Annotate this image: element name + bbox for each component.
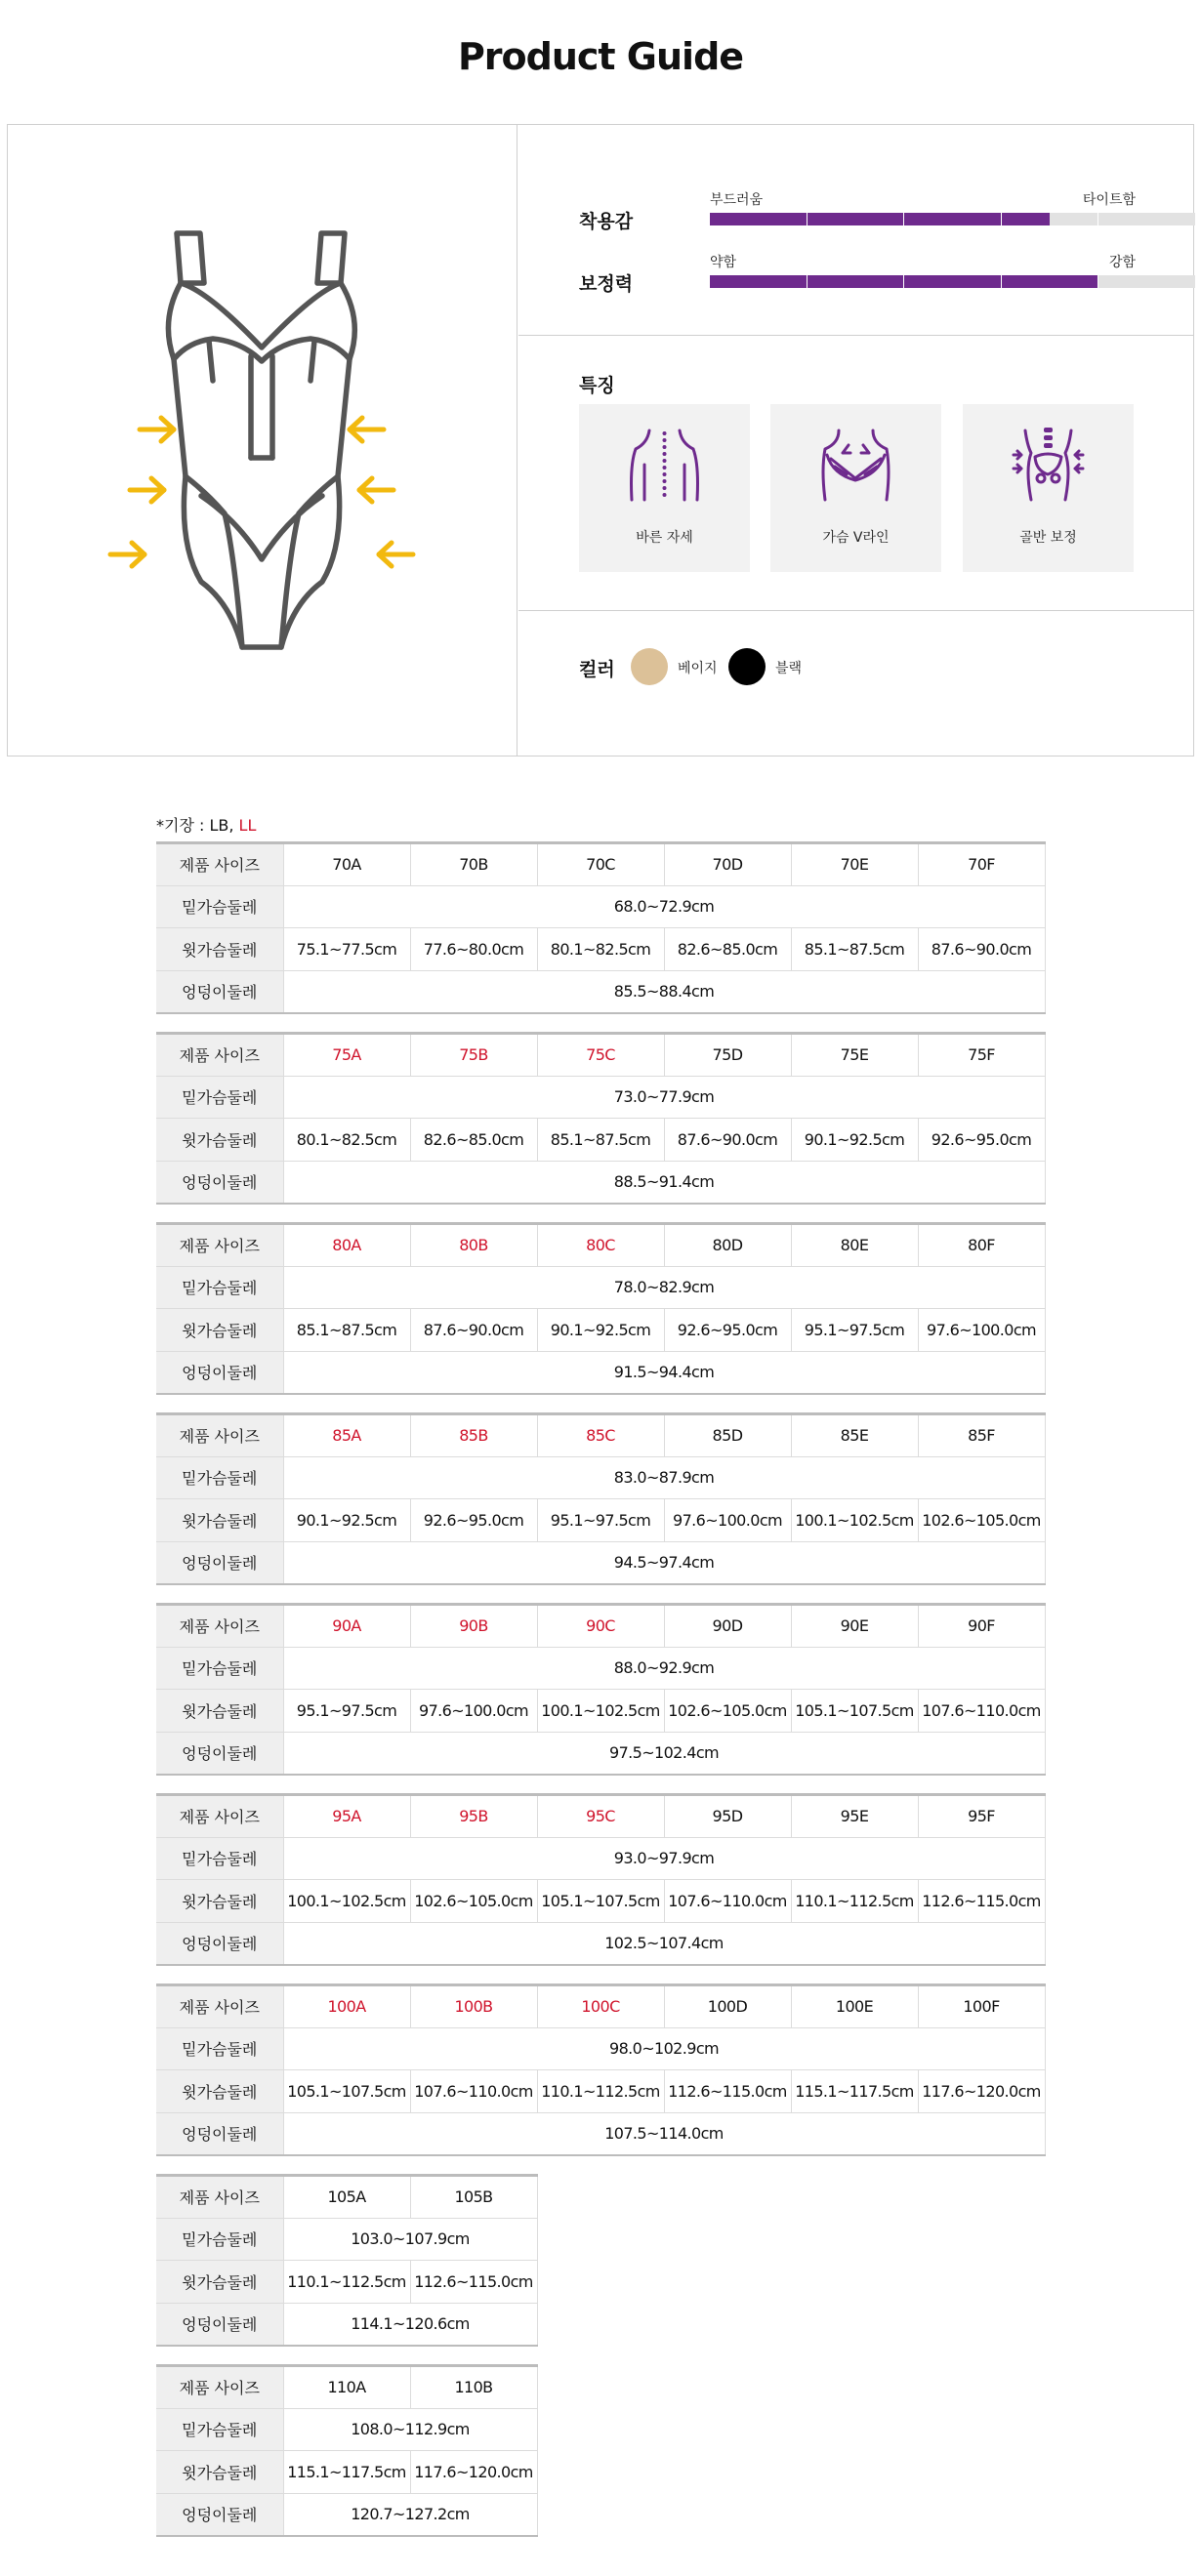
bust-cell: 92.6~95.0cm	[410, 1499, 537, 1542]
correction-bar-divider	[807, 275, 808, 288]
underbust-cell: 88.0~92.9cm	[283, 1647, 1045, 1690]
hip-cell: 94.5~97.4cm	[283, 1541, 1045, 1584]
row-label: 윗가슴둘레	[156, 2451, 283, 2494]
underbust-cell: 98.0~102.9cm	[283, 2027, 1045, 2070]
page-title: Product Guide	[457, 35, 744, 78]
correction-bar-divider	[1001, 275, 1002, 288]
bust-cell: 102.6~105.0cm	[664, 1690, 791, 1733]
underbust-cell: 83.0~87.9cm	[283, 1456, 1045, 1499]
size-cell: 90B	[410, 1605, 537, 1648]
hip-cell: 85.5~88.4cm	[283, 970, 1045, 1013]
underbust-row	[156, 2027, 1045, 2070]
underbust-row	[156, 1647, 1045, 1690]
size-table	[156, 2174, 538, 2347]
feature-card-v-line	[770, 404, 941, 572]
feature-card-pelvis	[963, 404, 1134, 572]
size-table	[156, 2364, 538, 2537]
row-label: 밑가슴둘레	[156, 1647, 283, 1690]
hip-cell: 88.5~91.4cm	[283, 1161, 1045, 1204]
size-cell: 100E	[791, 1985, 918, 2028]
color-label-beige: 베이지	[678, 661, 718, 676]
hip-row	[156, 1541, 1045, 1584]
bust-cell: 82.6~85.0cm	[664, 928, 791, 971]
size-row	[156, 1034, 1045, 1077]
size-cell: 75F	[918, 1034, 1045, 1077]
color-title: 컬러	[579, 659, 615, 680]
bust-row	[156, 2451, 537, 2494]
row-label: 윗가슴둘레	[156, 1499, 283, 1542]
size-row	[156, 1985, 1045, 2028]
correction-right-label: 강함	[1108, 255, 1136, 270]
size-cell: 90F	[918, 1605, 1045, 1648]
row-label: 제품 사이즈	[156, 2366, 283, 2409]
row-label: 밑가슴둘레	[156, 2218, 283, 2261]
bust-cell: 87.6~90.0cm	[918, 928, 1045, 971]
size-cell: 95C	[537, 1795, 664, 1838]
bust-row	[156, 1499, 1045, 1542]
hip-row	[156, 2493, 537, 2536]
size-cell: 100B	[410, 1985, 537, 2028]
size-cell: 70C	[537, 843, 664, 886]
size-cell: 105B	[410, 2176, 537, 2219]
size-cell: 75E	[791, 1034, 918, 1077]
size-cell: 80E	[791, 1224, 918, 1267]
product-guide-box	[7, 124, 1194, 756]
color-label-black: 블랙	[775, 661, 803, 676]
size-cell: 90C	[537, 1605, 664, 1648]
row-label: 밑가슴둘레	[156, 1837, 283, 1880]
size-cell: 80B	[410, 1224, 537, 1267]
size-cell: 70D	[664, 843, 791, 886]
correction-bar-divider	[1097, 275, 1098, 288]
bust-cell: 110.1~112.5cm	[537, 2070, 664, 2113]
bust-cell: 102.6~105.0cm	[918, 1499, 1045, 1542]
size-cell: 85D	[664, 1414, 791, 1457]
row-label: 윗가슴둘레	[156, 2070, 283, 2113]
row-label: 제품 사이즈	[156, 1414, 283, 1457]
row-label: 제품 사이즈	[156, 1795, 283, 1838]
bust-cell: 92.6~95.0cm	[664, 1309, 791, 1352]
size-cell: 90D	[664, 1605, 791, 1648]
underbust-row	[156, 2218, 537, 2261]
product-image-pane	[8, 125, 518, 756]
size-row	[156, 2176, 537, 2219]
bust-cell: 87.6~90.0cm	[410, 1309, 537, 1352]
row-label: 엉덩이둘레	[156, 1922, 283, 1965]
size-cell: 70B	[410, 843, 537, 886]
size-table	[156, 1222, 1046, 1395]
bust-cell: 100.1~102.5cm	[283, 1880, 410, 1923]
bust-cell: 105.1~107.5cm	[791, 1690, 918, 1733]
hip-cell: 97.5~102.4cm	[283, 1732, 1045, 1775]
bust-row	[156, 1880, 1045, 1923]
size-cell: 90E	[791, 1605, 918, 1648]
bust-row	[156, 928, 1045, 971]
size-cell: 80A	[283, 1224, 410, 1267]
feature-label-v-line: 가슴 V라인	[822, 530, 890, 546]
feature-card-posture	[579, 404, 750, 572]
bust-cell: 92.6~95.0cm	[918, 1119, 1045, 1162]
bust-cell: 117.6~120.0cm	[410, 2451, 537, 2494]
size-row	[156, 843, 1045, 886]
size-cell: 105A	[283, 2176, 410, 2219]
fit-bar-divider	[1097, 213, 1098, 225]
hip-cell: 91.5~94.4cm	[283, 1351, 1045, 1394]
hip-row	[156, 2303, 537, 2346]
row-label: 윗가슴둘레	[156, 1690, 283, 1733]
pelvis-correction-icon	[1012, 426, 1085, 504]
bust-cell: 90.1~92.5cm	[537, 1309, 664, 1352]
size-cell: 75A	[283, 1034, 410, 1077]
hip-row	[156, 1161, 1045, 1204]
row-label: 제품 사이즈	[156, 1224, 283, 1267]
size-row	[156, 2366, 537, 2409]
size-cell: 85F	[918, 1414, 1045, 1457]
bust-cell: 105.1~107.5cm	[283, 2070, 410, 2113]
size-cell: 85E	[791, 1414, 918, 1457]
hip-cell: 102.5~107.4cm	[283, 1922, 1045, 1965]
underbust-row	[156, 2408, 537, 2451]
size-table	[156, 1032, 1046, 1205]
row-label: 윗가슴둘레	[156, 928, 283, 971]
bust-cell: 95.1~97.5cm	[283, 1690, 410, 1733]
size-cell: 100D	[664, 1985, 791, 2028]
underbust-cell: 73.0~77.9cm	[283, 1076, 1045, 1119]
size-table	[156, 841, 1046, 1014]
bust-cell: 80.1~82.5cm	[537, 928, 664, 971]
underbust-cell: 68.0~72.9cm	[283, 885, 1045, 928]
fit-row	[579, 189, 1136, 232]
chest-v-line-icon	[819, 426, 892, 504]
fit-label: 착용감	[579, 211, 634, 232]
bust-row	[156, 1119, 1045, 1162]
bust-cell: 82.6~85.0cm	[410, 1119, 537, 1162]
row-label: 밑가슴둘레	[156, 885, 283, 928]
underbust-cell: 103.0~107.9cm	[283, 2218, 537, 2261]
size-cell: 70E	[791, 843, 918, 886]
bust-cell: 100.1~102.5cm	[537, 1690, 664, 1733]
bust-cell: 90.1~92.5cm	[791, 1119, 918, 1162]
fit-bar-divider	[903, 213, 904, 225]
bust-cell: 90.1~92.5cm	[283, 1499, 410, 1542]
size-cell: 95E	[791, 1795, 918, 1838]
hip-row	[156, 1922, 1045, 1965]
bust-cell: 77.6~80.0cm	[410, 928, 537, 971]
bust-cell: 117.6~120.0cm	[918, 2070, 1045, 2113]
bust-cell: 75.1~77.5cm	[283, 928, 410, 971]
bust-cell: 97.6~100.0cm	[410, 1690, 537, 1733]
features-title: 특징	[579, 375, 615, 396]
size-cell: 95D	[664, 1795, 791, 1838]
fit-bar-divider	[807, 213, 808, 225]
row-label: 엉덩이둘레	[156, 1541, 283, 1584]
bust-cell: 95.1~97.5cm	[537, 1499, 664, 1542]
bust-row	[156, 1690, 1045, 1733]
fit-bar-fill	[710, 213, 1050, 225]
row-label: 밑가슴둘레	[156, 1076, 283, 1119]
size-cell: 90A	[283, 1605, 410, 1648]
spine-posture-icon	[628, 426, 701, 504]
correction-left-label: 약함	[710, 255, 737, 270]
size-cell: 70A	[283, 843, 410, 886]
bust-cell: 115.1~117.5cm	[283, 2451, 410, 2494]
bust-cell: 85.1~87.5cm	[537, 1119, 664, 1162]
size-cell: 100C	[537, 1985, 664, 2028]
row-label: 밑가슴둘레	[156, 1266, 283, 1309]
row-label: 윗가슴둘레	[156, 1119, 283, 1162]
row-label: 밑가슴둘레	[156, 2408, 283, 2451]
bust-cell: 115.1~117.5cm	[791, 2070, 918, 2113]
row-label: 제품 사이즈	[156, 2176, 283, 2219]
size-cell: 75D	[664, 1034, 791, 1077]
size-cell: 80C	[537, 1224, 664, 1267]
bust-cell: 97.6~100.0cm	[918, 1309, 1045, 1352]
bust-cell: 110.1~112.5cm	[791, 1880, 918, 1923]
underbust-cell: 108.0~112.9cm	[283, 2408, 537, 2451]
bust-cell: 85.1~87.5cm	[283, 1309, 410, 1352]
hip-cell: 120.7~127.2cm	[283, 2493, 537, 2536]
size-cell: 100A	[283, 1985, 410, 2028]
bust-cell: 110.1~112.5cm	[283, 2261, 410, 2304]
size-table	[156, 1983, 1046, 2156]
product-attributes-pane	[518, 125, 1193, 756]
bodysuit-illustration	[8, 125, 518, 756]
row-label: 엉덩이둘레	[156, 1732, 283, 1775]
bust-cell: 102.6~105.0cm	[410, 1880, 537, 1923]
correction-bar-track	[710, 275, 1195, 288]
row-label: 엉덩이둘레	[156, 2303, 283, 2346]
correction-row	[579, 252, 1136, 295]
bust-cell: 107.6~110.0cm	[918, 1690, 1045, 1733]
bust-row	[156, 2070, 1045, 2113]
underbust-row	[156, 1266, 1045, 1309]
row-label: 엉덩이둘레	[156, 970, 283, 1013]
row-label: 밑가슴둘레	[156, 1456, 283, 1499]
row-label: 제품 사이즈	[156, 843, 283, 886]
size-cell: 95B	[410, 1795, 537, 1838]
bust-cell: 100.1~102.5cm	[791, 1499, 918, 1542]
strength-section	[518, 125, 1193, 336]
feature-label-posture: 바른 자세	[636, 530, 693, 546]
row-label: 제품 사이즈	[156, 1605, 283, 1648]
fit-right-label: 타이트함	[1082, 192, 1136, 208]
bust-cell: 105.1~107.5cm	[537, 1880, 664, 1923]
bust-cell: 95.1~97.5cm	[791, 1309, 918, 1352]
size-cell: 95A	[283, 1795, 410, 1838]
size-row	[156, 1605, 1045, 1648]
length-note	[156, 813, 256, 836]
length-note-ll: LL	[238, 816, 257, 835]
color-section	[518, 611, 1193, 756]
size-row	[156, 1795, 1045, 1838]
row-label: 윗가슴둘레	[156, 1309, 283, 1352]
underbust-row	[156, 885, 1045, 928]
bust-cell: 112.6~115.0cm	[664, 2070, 791, 2113]
size-cell: 85B	[410, 1414, 537, 1457]
hip-cell: 107.5~114.0cm	[283, 2112, 1045, 2155]
fit-bar-divider	[1001, 213, 1002, 225]
bust-row	[156, 2261, 537, 2304]
fit-bar-track	[710, 213, 1195, 225]
size-cell: 80D	[664, 1224, 791, 1267]
row-label: 엉덩이둘레	[156, 2493, 283, 2536]
size-cell: 80F	[918, 1224, 1045, 1267]
bust-cell: 97.6~100.0cm	[664, 1499, 791, 1542]
underbust-row	[156, 1456, 1045, 1499]
feature-label-pelvis: 골반 보정	[1019, 530, 1077, 546]
size-row	[156, 1414, 1045, 1457]
row-label: 윗가슴둘레	[156, 1880, 283, 1923]
size-cell: 95F	[918, 1795, 1045, 1838]
size-cell: 110B	[410, 2366, 537, 2409]
bust-cell: 80.1~82.5cm	[283, 1119, 410, 1162]
length-note-prefix: *기장 : LB,	[156, 816, 239, 835]
row-label: 엉덩이둘레	[156, 2112, 283, 2155]
size-table	[156, 1603, 1046, 1776]
color-swatch-black[interactable]	[728, 648, 766, 685]
bust-cell: 112.6~115.0cm	[410, 2261, 537, 2304]
hip-row	[156, 1732, 1045, 1775]
size-row	[156, 1224, 1045, 1267]
hip-row	[156, 2112, 1045, 2155]
size-cell: 75C	[537, 1034, 664, 1077]
row-label: 밑가슴둘레	[156, 2027, 283, 2070]
row-label: 엉덩이둘레	[156, 1351, 283, 1394]
bust-cell: 107.6~110.0cm	[410, 2070, 537, 2113]
fit-left-label: 부드러움	[710, 192, 764, 208]
hip-cell: 114.1~120.6cm	[283, 2303, 537, 2346]
row-label: 윗가슴둘레	[156, 2261, 283, 2304]
underbust-row	[156, 1076, 1045, 1119]
size-cell: 75B	[410, 1034, 537, 1077]
size-table	[156, 1793, 1046, 1966]
underbust-cell: 93.0~97.9cm	[283, 1837, 1045, 1880]
underbust-row	[156, 1837, 1045, 1880]
bust-row	[156, 1309, 1045, 1352]
size-cell: 100F	[918, 1985, 1045, 2028]
bust-cell: 112.6~115.0cm	[918, 1880, 1045, 1923]
bust-cell: 85.1~87.5cm	[791, 928, 918, 971]
size-cell: 85C	[537, 1414, 664, 1457]
color-swatch-beige[interactable]	[631, 648, 668, 685]
size-table	[156, 1412, 1046, 1585]
row-label: 제품 사이즈	[156, 1034, 283, 1077]
size-cell: 85A	[283, 1414, 410, 1457]
hip-row	[156, 1351, 1045, 1394]
size-cell: 110A	[283, 2366, 410, 2409]
row-label: 엉덩이둘레	[156, 1161, 283, 1204]
correction-bar-divider	[903, 275, 904, 288]
bust-cell: 87.6~90.0cm	[664, 1119, 791, 1162]
bust-cell: 107.6~110.0cm	[664, 1880, 791, 1923]
features-section	[518, 336, 1193, 611]
correction-label: 보정력	[579, 273, 634, 295]
size-cell: 70F	[918, 843, 1045, 886]
row-label: 제품 사이즈	[156, 1985, 283, 2028]
underbust-cell: 78.0~82.9cm	[283, 1266, 1045, 1309]
hip-row	[156, 970, 1045, 1013]
